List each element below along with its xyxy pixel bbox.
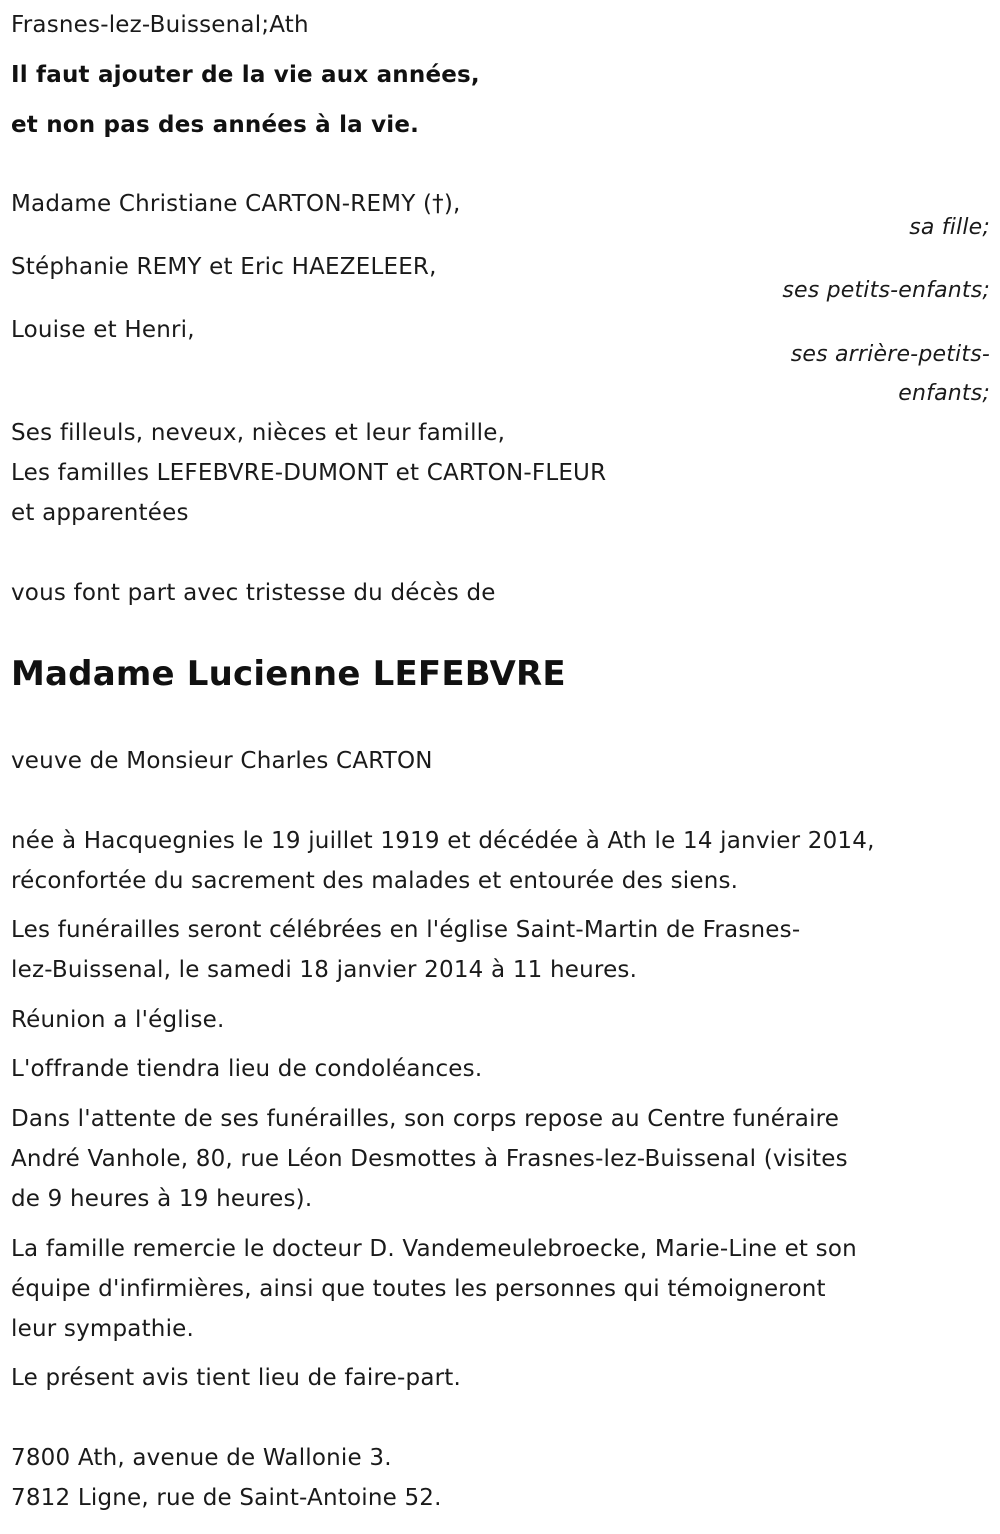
family-relation-great-grandchildren-2: enfants;	[898, 381, 990, 406]
birth-death-line-1: née à Hacquegnies le 19 juillet 1919 et décédée à Ath le 14 janvier 2014,	[11, 828, 875, 854]
quote-line-1: Il faut ajouter de la vie aux années,	[11, 62, 480, 88]
others-line-3: et apparentées	[11, 500, 189, 526]
rest-line-2: André Vanhole, 80, rue Léon Desmottes à Frasnes-lez-Buissenal (visites	[11, 1146, 848, 1172]
address-line-2: 7812 Ligne, rue de Saint-Antoine 52.	[11, 1485, 442, 1511]
widow-of: veuve de Monsieur Charles CARTON	[11, 748, 433, 774]
thanks-line-3: leur sympathie.	[11, 1316, 195, 1342]
thanks-line-1: La famille remercie le docteur D. Vandemeulebroecke, Marie-Line et son	[11, 1236, 857, 1262]
others-line-1: Ses filleuls, neveux, nièces et leur famille,	[11, 420, 506, 446]
funeral-line-1: Les funérailles seront célébrées en l'église Saint-Martin de Frasnes-	[11, 917, 801, 943]
family-relation-great-grandchildren-1: ses arrière-petits-	[790, 342, 990, 367]
quote-line-2: et non pas des années à la vie.	[11, 112, 420, 138]
offering-line: L'offrande tiendra lieu de condoléances.	[11, 1056, 483, 1082]
family-name-grandchildren: Stéphanie REMY et Eric HAEZELEER,	[11, 254, 437, 280]
family-name-daughter: Madame Christiane CARTON-REMY (†),	[11, 191, 461, 217]
deceased-name: Madame Lucienne LEFEBVRE	[11, 654, 566, 694]
birth-death-line-2: réconfortée du sacrement des malades et entourée des siens.	[11, 868, 739, 894]
family-relation-daughter: sa fille;	[909, 215, 990, 240]
family-relation-grandchildren: ses petits-enfants;	[782, 278, 990, 303]
address-line-1: 7800 Ath, avenue de Wallonie 3.	[11, 1445, 392, 1471]
rest-line-1: Dans l'attente de ses funérailles, son corps repose au Centre funéraire	[11, 1106, 840, 1132]
rest-line-3: de 9 heures à 19 heures).	[11, 1186, 313, 1212]
thanks-line-2: équipe d'infirmières, ainsi que toutes les personnes qui témoigneront	[11, 1276, 826, 1302]
others-line-2: Les familles LEFEBVRE-DUMONT et CARTON-FLEUR	[11, 460, 607, 486]
announcement: vous font part avec tristesse du décès de	[11, 580, 496, 606]
notice-line: Le présent avis tient lieu de faire-part.	[11, 1365, 462, 1391]
family-name-great-grandchildren: Louise et Henri,	[11, 317, 195, 343]
funeral-line-2: lez-Buissenal, le samedi 18 janvier 2014 à 11 heures.	[11, 957, 638, 983]
location-line: Frasnes-lez-Buissenal;Ath	[11, 12, 309, 38]
reunion-line: Réunion a l'église.	[11, 1007, 225, 1033]
